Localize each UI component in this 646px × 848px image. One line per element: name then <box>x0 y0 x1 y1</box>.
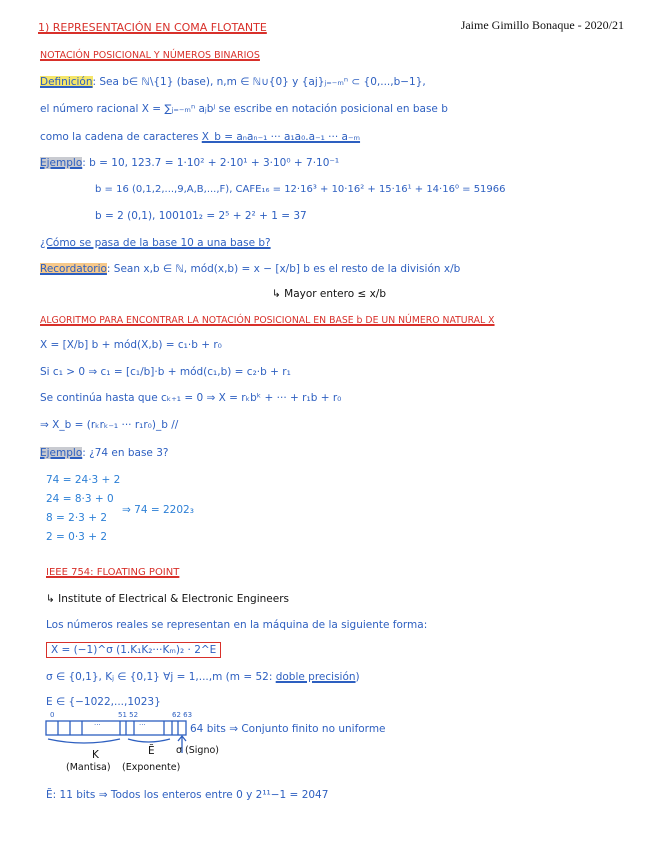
definition-line-3 <box>40 130 360 144</box>
exponent-range: E ∈ {−1022,...,1023} <box>46 696 161 708</box>
definition-line-2 <box>40 102 448 116</box>
section-heading-notation: NOTACIÓN POSICIONAL Y NÚMEROS BINARIOS <box>40 50 260 61</box>
division-line-2: 24 = 8·3 + 0 <box>46 493 114 505</box>
definition-line-3-pre: como la cadena de caracteres <box>40 131 202 143</box>
reals-statement: Los números reales se representan en la máquina de la siguiente forma: <box>46 619 428 631</box>
label-sign: σ (Signo) <box>176 745 219 756</box>
definition-label: Definición <box>40 76 93 88</box>
example2-label: Ejemplo <box>40 447 83 459</box>
example2-line <box>40 446 168 460</box>
recordatorio-text: : Sean x,b ∈ ℕ, mód(x,b) = x − [x/b] b es el resto de la división x/b <box>106 263 461 275</box>
exponent-dots: ··· <box>139 721 146 729</box>
bit-index-0: 0 <box>50 711 55 719</box>
algorithm-line-4: ⇒ X_b = (rₖrₖ₋₁ ··· r₁r₀)_b // <box>40 419 179 431</box>
bits-conclusion: 64 bits ⇒ Conjunto finito no uniforme <box>190 723 386 735</box>
algorithm-line-1: X = [X/b] b + mód(X,b) = c₁·b + r₀ <box>40 339 222 351</box>
conditions-line <box>46 670 360 684</box>
bit-index-62-63: 62 63 <box>172 711 193 719</box>
definition-string-expression: X_b = aₙaₙ₋₁ ··· a₁a₀.a₋₁ ··· a₋ₘ <box>201 131 361 143</box>
example2-text: : ¿74 en base 3? <box>82 447 169 459</box>
exponent-bits-note: Ẽ: 11 bits ⇒ Todos los enteros entre 0 y 2¹¹−1 = 2047 <box>46 789 329 801</box>
label-mantissa: (Mantisa) <box>66 762 111 773</box>
question-base-conversion <box>40 236 271 250</box>
label-e-tilde: Ẽ <box>148 745 155 757</box>
double-precision-text: doble precisión <box>275 671 356 683</box>
example1-label: Ejemplo <box>40 157 83 169</box>
label-exponent: (Exponente) <box>122 762 181 773</box>
mantissa-dots: ··· <box>94 721 101 729</box>
recordatorio-line <box>40 262 460 276</box>
definition-line-2-pre: el número racional X = <box>40 103 165 115</box>
conditions-post: ) <box>355 671 360 683</box>
example1-text: : b = 10, 123.7 = 1·10² + 2·10¹ + 3·10⁰ + 7·10⁻¹ <box>82 157 340 169</box>
definition-text: : Sea b∈ ℕ\{1} (base), n,m ∈ ℕ∪{0} y {aj}ⱼ₌₋ₘⁿ ⊂ {0,...,b−1}, <box>92 76 426 88</box>
label-k: K <box>92 749 99 761</box>
algorithm-line-2: Si c₁ > 0 ⇒ c₁ = [c₁/b]·b + mód(c₁,b) = c₂·b + r₁ <box>40 366 291 378</box>
definition-line-1 <box>40 75 426 89</box>
example1-line-3: b = 2 (0,1), 100101₂ = 2⁵ + 2² + 1 = 37 <box>95 210 307 222</box>
conditions-pre: σ ∈ {0,1}, Kⱼ ∈ {0,1} ∀j = 1,...,m (m = 52: <box>46 671 276 683</box>
formula-line <box>46 643 221 657</box>
section-heading-algorithm: ALGORITMO PARA ENCONTRAR LA NOTACIÓN POSICIONAL EN BASE b DE UN NÚMERO NATURAL X <box>40 315 495 326</box>
definition-sum: ∑ⱼ₌₋ₘⁿ aⱼbʲ <box>164 103 216 115</box>
example1-line-1 <box>40 156 339 170</box>
division-line-3: 8 = 2·3 + 2 <box>46 512 108 524</box>
example1-line-2: b = 16 (0,1,2,...,9,A,B,...,F), CAFE₁₆ = 12·16³ + 10·16² + 15·16¹ + 14·16⁰ = 51966 <box>95 184 506 195</box>
bit-index-51-52: 51 52 <box>118 711 139 719</box>
algorithm-line-3: Se continúa hasta que cₖ₊₁ = 0 ⇒ X = rₖbᵏ + ··· + r₁b + r₀ <box>40 392 342 404</box>
division-line-4: 2 = 0·3 + 2 <box>46 531 108 543</box>
recordatorio-label: Recordatorio <box>40 263 107 275</box>
division-result: ⇒ 74 = 2202₃ <box>122 504 194 516</box>
question-text: ¿Cómo se pasa de la base 10 a una base b? <box>40 237 271 249</box>
ieee-heading: IEEE 754: FLOATING POINT <box>46 567 180 578</box>
division-line-1: 74 = 24·3 + 2 <box>46 474 121 486</box>
definition-line-2-post: se escribe en notación posicional en base b <box>215 103 448 115</box>
mayor-entero-note: ↳ Mayor entero ≤ x/b <box>272 288 387 300</box>
ieee-expansion: ↳ Institute of Electrical & Electronic Engineers <box>46 593 289 605</box>
float-formula: X = (−1)^σ (1.K₁K₂···Kₘ)₂ · 2^E <box>46 642 221 658</box>
author-name: Jaime Gimillo Bonaque - 2020/21 <box>460 18 624 32</box>
page-title: 1) REPRESENTACIÓN EN COMA FLOTANTE <box>38 21 267 34</box>
